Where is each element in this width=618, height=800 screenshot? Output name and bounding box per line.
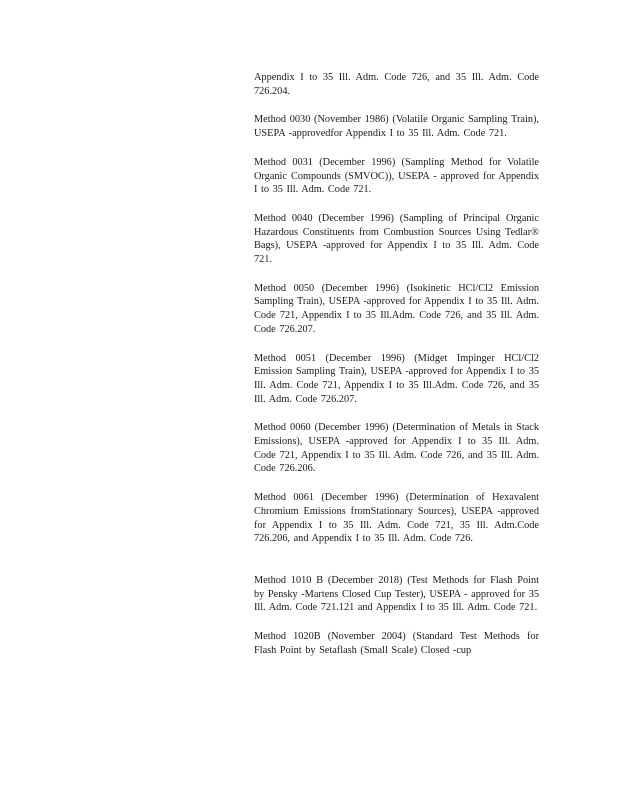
paragraph-method-1010b: Method 1010 B (December 2018) (Test Methods for Flash Point by Pensky -Martens Closed Cup Tester), USEPA - approved for 35 Ill. Adm. Code 721.121 and Appendix I to 35 Ill. Adm. Code 721. [254, 574, 539, 614]
paragraph-method-0050: Method 0050 (December 1996) (Isokinetic HCl/Cl2 Emission Sampling Train), USEPA -approved for Appendix I to 35 Ill. Adm. Code 721, Appendix I to 35 Ill.Adm. Code 726, and 35 Ill. Adm. Code 726.207. [254, 282, 539, 335]
paragraph-method-0040: Method 0040 (December 1996) (Sampling of Principal Organic Hazardous Constituents from Combustion Sources Using Tedlar® Bags), USEPA -approved for Appendix I to 35 Ill. Adm. Code 721. [254, 212, 539, 266]
paragraph-method-0051: Method 0051 (December 1996) (Midget Impinger HCl/Cl2 Emission Sampling Train), USEPA -approved for Appendix I to 35 Ill. Adm. Code 721, Appendix I to 35 Ill.Adm. Code 726, and 35 Ill. Adm. Code 726.207. [254, 352, 539, 405]
paragraph-method-1020b: Method 1020B (November 2004) (Standard Test Methods for Flash Point by Setaflash (Small Scale) Closed -cup [254, 631, 539, 656]
paragraph-method-0031: Method 0031 (December 1996) (Sampling Method for Volatile Organic Compounds (SMVOC)), USEPA - approved for Appendix I to 35 Ill. Adm. Code 721. [254, 156, 539, 196]
paragraph-method-0061: Method 0061 (December 1996) (Determination of Hexavalent Chromium Emissions fromStationary Sources), USEPA -approved for Appendix I to 35 Ill. Adm. Code 721, 35 Ill. Adm.Code 726.206, and Appendix I to 35 Ill. Adm. Code 726. [254, 492, 539, 545]
paragraph-method-0030: Method 0030 (November 1986) (Volatile Organic Sampling Train), USEPA -approvedfor Appendix I to 35 Ill. Adm. Code 721. [254, 114, 539, 140]
paragraph-method-0060: Method 0060 (December 1996) (Determination of Metals in Stack Emissions), USEPA -approved for Appendix I to 35 Ill. Adm. Code 721, Appendix I to 35 Ill. Adm. Code 726, and 35 Ill. Adm. Code 726.206. [254, 422, 539, 475]
text-column [254, 71, 539, 673]
paragraph-appendix-continuation: Appendix I to 35 Ill. Adm. Code 726, and 35 Ill. Adm. Code 726.204. [254, 72, 539, 97]
